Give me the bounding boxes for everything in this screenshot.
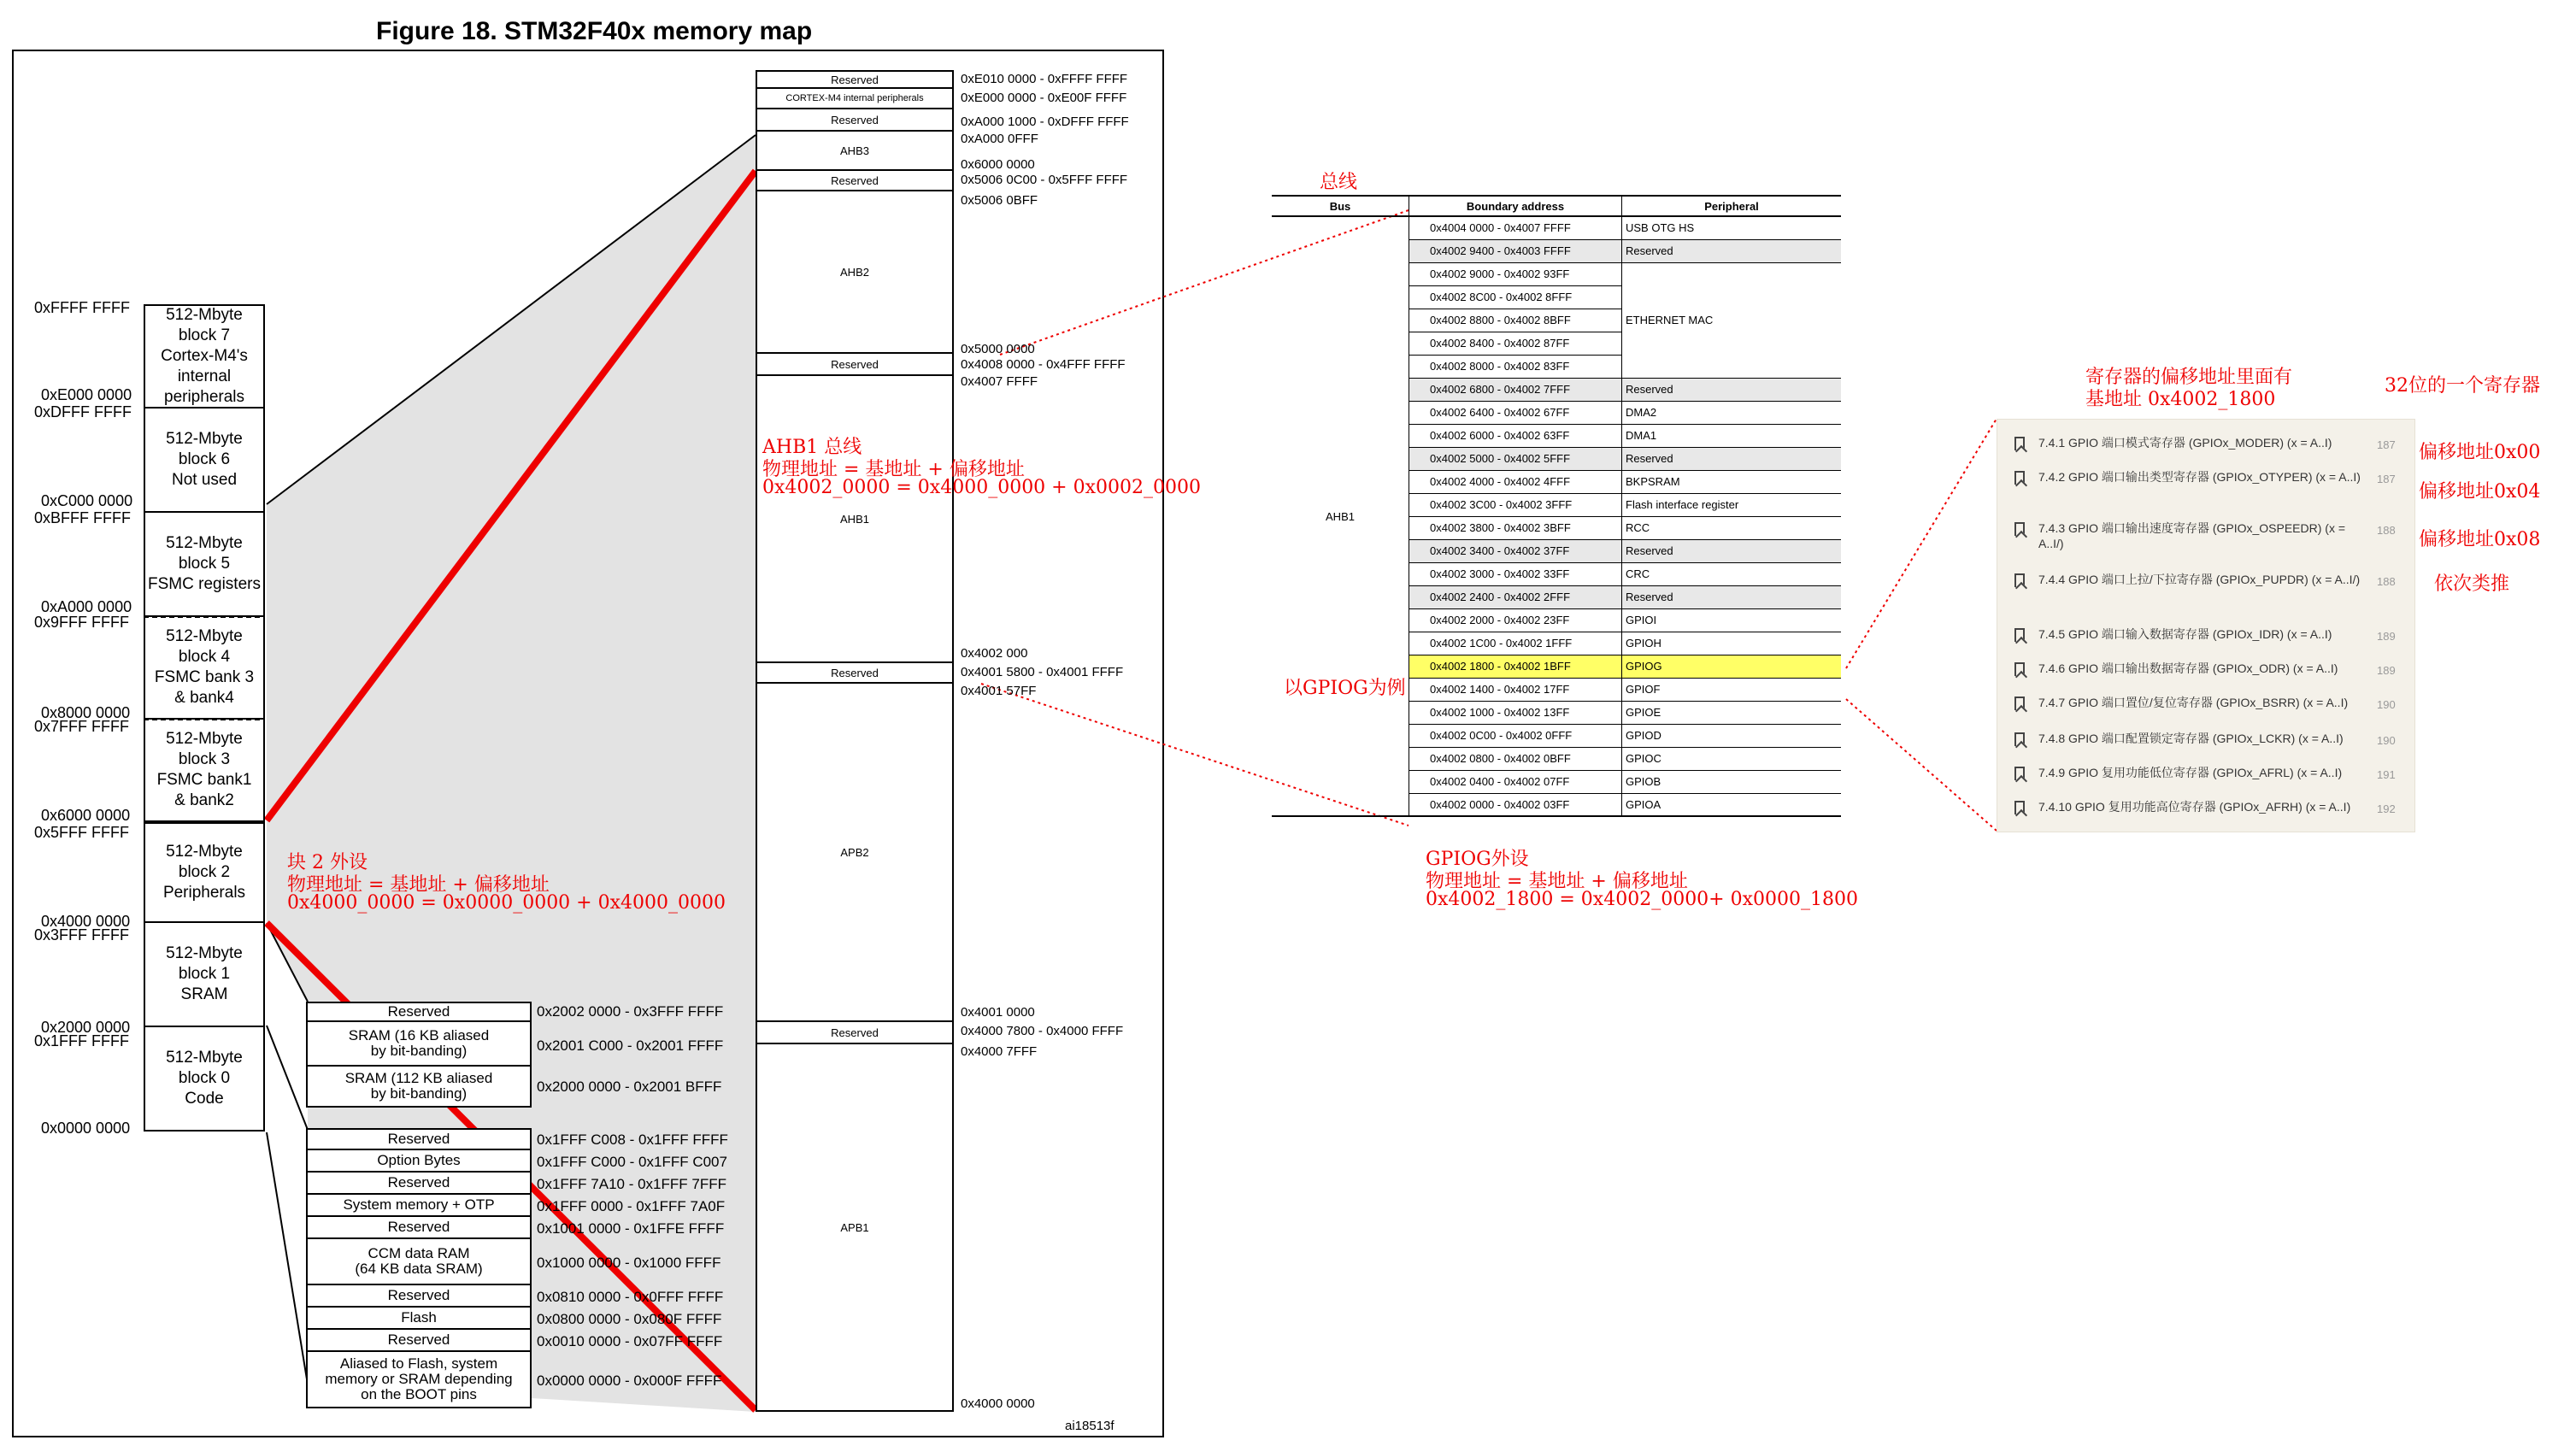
address-label: 0xDFFF FFFF: [34, 403, 132, 420]
periph-address: 0x5000 0000: [961, 342, 1035, 356]
peripheral-cell: [1622, 262, 1842, 285]
bookmark-page: 187: [2377, 438, 2396, 451]
boundary-cell: 0x4002 0400 - 0x4002 07FF: [1409, 770, 1622, 793]
annotation-ahb1-formula: 物理地址 = 基地址 + 偏移地址: [762, 459, 1025, 480]
bookmark-icon: [2014, 471, 2025, 485]
bookmark-page: 188: [2377, 524, 2396, 537]
figure-id: ai18513f: [1065, 1419, 1115, 1433]
annotation-block2: 块 2 外设: [287, 852, 368, 873]
peripheral-cell: Reserved: [1622, 378, 1842, 401]
boundary-cell: 0x4002 0800 - 0x4002 0BFF: [1409, 747, 1622, 770]
code-region: System memory + OTP: [306, 1195, 532, 1217]
address-label: 0x3FFF FFFF: [34, 926, 129, 943]
sram-range: 0x2001 C000 - 0x2001 FFFF: [537, 1037, 724, 1054]
boundary-cell: 0x4002 2400 - 0x4002 2FFF: [1409, 585, 1622, 608]
boundary-cell: 0x4002 6800 - 0x4002 7FFF: [1409, 378, 1622, 401]
bookmark-page: 191: [2377, 768, 2396, 781]
annotation-etc: 依次类推: [2434, 573, 2510, 595]
bookmark-label: 7.4.3 GPIO 端口输出速度寄存器 (GPIOx_OSPEEDR) (x = A..I/): [2038, 521, 2346, 550]
peripheral-cell: DMA1: [1622, 424, 1842, 447]
bookmark-icon: [2014, 662, 2025, 676]
periph-address: 0x6000 0000: [961, 157, 1035, 172]
address-label: 0x8000 0000: [41, 704, 131, 721]
th-bus: Bus: [1272, 196, 1409, 216]
peripheral-cell: Reserved: [1622, 539, 1842, 562]
boundary-cell: 0x4002 9400 - 0x4003 FFFF: [1409, 239, 1622, 262]
annotation-gpiog: GPIOG外设: [1426, 849, 1529, 870]
figure-title: Figure 18. STM32F40x memory map: [376, 17, 813, 45]
annotation-reg32: 32位的一个寄存器: [2385, 375, 2540, 397]
code-range: 0x0000 0000 - 0x000F FFFF: [537, 1373, 722, 1389]
periph-address: 0xA000 1000 - 0xDFFF FFFF: [961, 115, 1129, 129]
periph-address: 0x4000 0000: [961, 1396, 1035, 1411]
peripheral-cell: DMA2: [1622, 401, 1842, 424]
periph-ahb2: AHB2: [756, 191, 954, 354]
periph-address: 0x4000 7FFF: [961, 1044, 1038, 1059]
periph-address: 0x4008 0000 - 0x4FFF FFFF: [961, 357, 1126, 372]
code-region: Aliased to Flash, system memory or SRAM depending on the BOOT pins: [306, 1352, 532, 1408]
th-peripheral: Peripheral: [1704, 199, 1759, 213]
annotation-offset4: 偏移地址0x04: [2419, 481, 2541, 503]
code-region: Flash: [306, 1308, 532, 1330]
boundary-cell: 0x4002 8C00 - 0x4002 8FFF: [1409, 285, 1622, 309]
periph-reserved: Reserved: [756, 354, 954, 376]
boundary-cell: 0x4002 1400 - 0x4002 17FF: [1409, 678, 1622, 701]
bookmark-icon: [2014, 437, 2025, 450]
periph-reserved: Reserved: [756, 1022, 954, 1044]
periph-reserved: Reserved: [756, 171, 954, 191]
boundary-cell: 0x4002 8000 - 0x4002 83FF: [1409, 355, 1622, 378]
peripheral-cell: Reserved: [1622, 239, 1842, 262]
periph-reserved: Reserved: [756, 70, 954, 89]
periph-address: 0xE000 0000 - 0xE00F FFFF: [961, 91, 1127, 105]
code-range: 0x1FFF 7A10 - 0x1FFF 7FFF: [537, 1176, 726, 1192]
address-label: 0x9FFF FFFF: [34, 614, 129, 631]
periph-address: 0xA000 0FFF: [961, 132, 1038, 146]
bookmark-page: 189: [2377, 630, 2396, 643]
periph-ahb3: AHB3: [756, 132, 954, 171]
table-row: [1272, 216, 1841, 239]
peripheral-cell: USB OTG HS: [1622, 216, 1842, 239]
peripheral-cell: ETHERNET MAC: [1626, 314, 1714, 326]
peripheral-cell: [1622, 355, 1842, 378]
boundary-cell: 0x4002 3400 - 0x4002 37FF: [1409, 539, 1622, 562]
boundary-cell: 0x4002 0000 - 0x4002 03FF: [1409, 793, 1622, 816]
sram-reserved: Reserved: [306, 1002, 532, 1022]
boundary-cell: 0x4002 3800 - 0x4002 3BFF: [1409, 516, 1622, 539]
code-region: Reserved: [306, 1330, 532, 1352]
bookmark-icon: [2014, 522, 2025, 536]
code-range: 0x1FFF C000 - 0x1FFF C007: [537, 1154, 727, 1170]
bookmark-label: 7.4.9 GPIO 复用功能低位寄存器 (GPIOx_AFRL) (x = A..I): [2038, 766, 2343, 779]
sram-112kb: SRAM (112 KB aliased by bit-banding): [306, 1067, 532, 1108]
bookmark-label: 7.4.7 GPIO 端口置位/复位寄存器 (GPIOx_BSRR) (x = A..I): [2038, 696, 2349, 709]
address-label: 0xC000 0000: [41, 492, 133, 509]
boundary-cell: 0x4002 5000 - 0x4002 5FFF: [1409, 447, 1622, 470]
code-region: CCM data RAM (64 KB data SRAM): [306, 1239, 532, 1285]
address-label: 0x6000 0000: [41, 807, 131, 824]
bookmark-panel: [1997, 419, 2415, 832]
block-6: 512-Mbyte block 6 Not used: [144, 409, 265, 513]
code-region: Reserved: [306, 1217, 532, 1239]
code-range: 0x0010 0000 - 0x07FF FFFF: [537, 1333, 723, 1349]
periph-address: 0x4001 57FF: [961, 684, 1037, 698]
boundary-cell: 0x4002 8800 - 0x4002 8BFF: [1409, 309, 1622, 332]
peripheral-cell: BKPSRAM: [1622, 470, 1842, 493]
peripheral-cell: GPIOB: [1622, 770, 1842, 793]
bus-cell: AHB1: [1272, 216, 1409, 816]
bookmark-label: 7.4.2 GPIO 端口输出类型寄存器 (GPIOx_OTYPER) (x = A..I): [2038, 470, 2361, 484]
peripheral-cell: GPIOI: [1622, 608, 1842, 632]
bookmark-label: 7.4.8 GPIO 端口配置锁定寄存器 (GPIOx_LCKR) (x = A..I): [2038, 732, 2344, 745]
code-range: 0x1FFF 0000 - 0x1FFF 7A0F: [537, 1198, 726, 1214]
code-region: Reserved: [306, 1285, 532, 1308]
sram-16kb: SRAM (16 KB aliased by bit-banding): [306, 1022, 532, 1067]
boundary-cell: 0x4002 0C00 - 0x4002 0FFF: [1409, 724, 1622, 747]
boundary-cell: 0x4002 6400 - 0x4002 67FF: [1409, 401, 1622, 424]
address-label: 0x2000 0000: [41, 1019, 131, 1036]
periph-apb1: APB1: [756, 1044, 954, 1412]
bookmark-icon: [2014, 573, 2025, 587]
sram-range: 0x2000 0000 - 0x2001 BFFF: [537, 1079, 722, 1095]
boundary-cell: 0x4004 0000 - 0x4007 FFFF: [1409, 216, 1622, 239]
block-5: 512-Mbyte block 5 FSMC registers: [144, 513, 265, 617]
bookmark-page: 190: [2377, 698, 2396, 711]
block-3: 512-Mbyte block 3 FSMC bank1 & bank2: [144, 720, 265, 822]
address-label: 0xBFFF FFFF: [34, 509, 131, 526]
annotation-block2-formula: 物理地址 = 基地址 + 偏移地址: [287, 874, 550, 896]
periph-address: 0x5006 0C00 - 0x5FFF FFFF: [961, 173, 1128, 187]
annotation-reg-base: 基地址 0x4002_1800: [2085, 389, 2276, 410]
periph-address: 0x4002 000: [961, 646, 1028, 661]
boundary-cell: 0x4002 1C00 - 0x4002 1FFF: [1409, 632, 1622, 655]
bookmark-page: 188: [2377, 575, 2396, 588]
peripheral-cell: [1622, 332, 1842, 355]
periph-address: 0x4000 7800 - 0x4000 FFFF: [961, 1024, 1124, 1038]
bookmark-icon: [2014, 801, 2025, 814]
boundary-cell: 0x4002 1000 - 0x4002 13FF: [1409, 701, 1622, 724]
peripheral-cell: GPIOG: [1622, 655, 1842, 678]
block-4: 512-Mbyte block 4 FSMC bank 3 & bank4: [144, 617, 265, 720]
block-1: 512-Mbyte block 1 SRAM: [144, 923, 265, 1027]
bookmark-label: 7.4.6 GPIO 端口输出数据寄存器 (GPIOx_ODR) (x = A..I): [2038, 661, 2338, 675]
periph-address: 0x4001 5800 - 0x4001 FFFF: [961, 665, 1124, 679]
peripheral-cell: GPIOE: [1622, 701, 1842, 724]
boundary-cell: 0x4002 3C00 - 0x4002 3FFF: [1409, 493, 1622, 516]
boundary-cell: 0x4002 4000 - 0x4002 4FFF: [1409, 470, 1622, 493]
periph-ahb1: AHB1: [756, 376, 954, 663]
code-range: 0x1FFF C008 - 0x1FFF FFFF: [537, 1132, 728, 1148]
block-0: 512-Mbyte block 0 Code: [144, 1027, 265, 1132]
periph-address: 0xE010 0000 - 0xFFFF FFFF: [961, 72, 1128, 86]
code-range: 0x0800 0000 - 0x080F FFFF: [537, 1311, 722, 1327]
annotation-gpiog-formula: 物理地址 = 基地址 + 偏移地址: [1426, 871, 1688, 892]
bookmark-page: 189: [2377, 664, 2396, 677]
boundary-cell: 0x4002 1800 - 0x4002 1BFF: [1409, 655, 1622, 678]
bookmark-label: 7.4.10 GPIO 复用功能高位寄存器 (GPIOx_AFRH) (x = A..I): [2038, 800, 2351, 814]
annotation-ahb1-value: 0x4002_0000 = 0x4000_0000 + 0x0002_0000: [762, 477, 1201, 498]
address-label: 0xA000 0000: [41, 598, 132, 615]
peripheral-cell: Reserved: [1622, 585, 1842, 608]
address-label: 0x7FFF FFFF: [34, 718, 129, 735]
peripheral-cell: Flash interface register: [1622, 493, 1842, 516]
annotation-block2-value: 0x4000_0000 = 0x0000_0000 + 0x4000_0000: [287, 892, 726, 914]
boundary-cell: 0x4002 6000 - 0x4002 63FF: [1409, 424, 1622, 447]
code-region: Option Bytes: [306, 1150, 532, 1173]
bookmark-label: 7.4.5 GPIO 端口输入数据寄存器 (GPIOx_IDR) (x = A..I): [2038, 627, 2332, 641]
boundary-cell: 0x4002 3000 - 0x4002 33FF: [1409, 562, 1622, 585]
block-2: 512-Mbyte block 2 Peripherals: [144, 822, 265, 923]
bookmark-icon: [2014, 628, 2025, 642]
annotation-offset8: 偏移地址0x08: [2419, 529, 2541, 550]
bookmark-icon: [2014, 767, 2025, 780]
code-region: Reserved: [306, 1173, 532, 1195]
periph-address: 0x4007 FFFF: [961, 374, 1038, 389]
address-label: 0x0000 0000: [41, 1120, 131, 1137]
periph-address: 0x4001 0000: [961, 1005, 1035, 1020]
code-range: 0x0810 0000 - 0x0FFF FFFF: [537, 1289, 724, 1305]
annotation-ahb1: AHB1 总线: [762, 437, 862, 458]
code-region: Reserved: [306, 1128, 532, 1150]
periph-reserved: Reserved: [756, 663, 954, 684]
periph-reserved: Reserved: [756, 109, 954, 132]
sram-range: 0x2002 0000 - 0x3FFF FFFF: [537, 1003, 724, 1020]
peripheral-cell: GPIOH: [1622, 632, 1842, 655]
ahb1-table: [1272, 195, 1841, 817]
peripheral-cell: GPIOD: [1622, 724, 1842, 747]
boundary-cell: 0x4002 9000 - 0x4002 93FF: [1409, 262, 1622, 285]
bookmark-page: 190: [2377, 734, 2396, 747]
annotation-offset0: 偏移地址0x00: [2419, 442, 2541, 463]
code-range: 0x1001 0000 - 0x1FFE FFFF: [537, 1220, 725, 1237]
boundary-cell: 0x4002 8400 - 0x4002 87FF: [1409, 332, 1622, 355]
annotation-gpiog-example: 以GPIOG为例: [1284, 678, 1406, 699]
periph-address: 0x5006 0BFF: [961, 193, 1038, 208]
peripheral-cell: Reserved: [1622, 447, 1842, 470]
peripheral-cell: GPIOF: [1622, 678, 1842, 701]
bookmark-page: 187: [2377, 473, 2396, 485]
peripheral-cell: GPIOC: [1622, 747, 1842, 770]
peripheral-cell: GPIOA: [1622, 793, 1842, 816]
bookmark-icon: [2014, 732, 2025, 746]
periph-apb2: APB2: [756, 684, 954, 1022]
address-label: 0x5FFF FFFF: [34, 824, 129, 841]
th-boundary: Boundary address: [1409, 196, 1622, 216]
annotation-gpiog-value: 0x4002_1800 = 0x4002_0000+ 0x0000_1800: [1426, 889, 1858, 910]
peripheral-cell: RCC: [1622, 516, 1842, 539]
address-label: 0x4000 0000: [41, 913, 131, 930]
address-label: 0xE000 0000: [41, 386, 132, 403]
bookmark-label: 7.4.4 GPIO 端口上拉/下拉寄存器 (GPIOx_PUPDR) (x = A..I/): [2038, 573, 2361, 586]
bookmark-label: 7.4.1 GPIO 端口模式寄存器 (GPIOx_MODER) (x = A..I): [2038, 436, 2332, 450]
peripheral-cell: [1622, 285, 1842, 309]
peripheral-cell: CRC: [1622, 562, 1842, 585]
annotation-bus: 总线: [1320, 172, 1358, 193]
bookmark-icon: [2014, 697, 2025, 710]
block-7: 512-Mbyte block 7 Cortex-M4's internal peripherals: [144, 304, 265, 409]
boundary-cell: 0x4002 2000 - 0x4002 23FF: [1409, 608, 1622, 632]
bookmark-page: 192: [2377, 802, 2396, 815]
annotation-reg: 寄存器的偏移地址里面有: [2085, 367, 2293, 388]
periph-cortex: CORTEX-M4 internal peripherals: [756, 89, 954, 109]
address-label: 0xFFFF FFFF: [34, 299, 130, 316]
code-range: 0x1000 0000 - 0x1000 FFFF: [537, 1255, 721, 1271]
address-label: 0x1FFF FFFF: [34, 1032, 129, 1049]
